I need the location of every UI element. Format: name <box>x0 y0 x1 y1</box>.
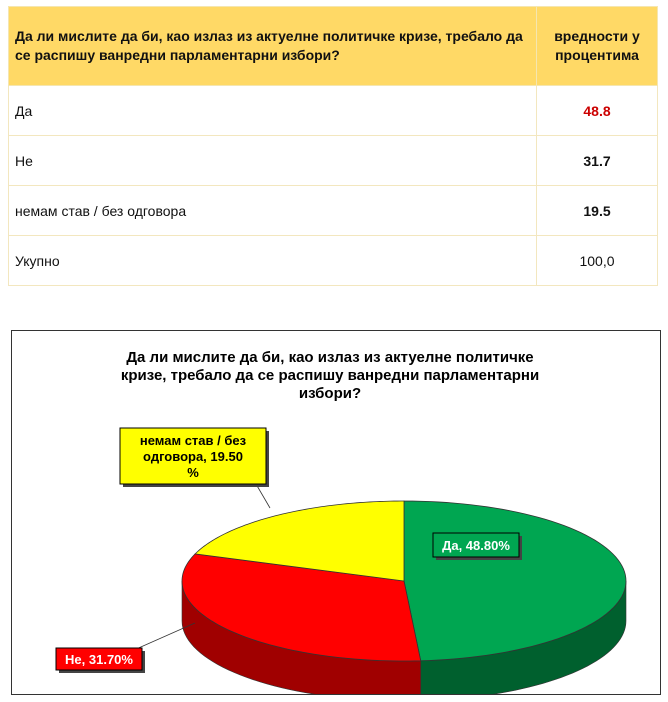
table-row <box>9 86 658 136</box>
table-row <box>9 136 658 186</box>
row-label: Не <box>9 136 537 186</box>
row-label: Укупно <box>9 236 537 286</box>
table-row <box>9 236 658 286</box>
pie-body <box>182 501 626 694</box>
data-label-text: Да, 48.80% <box>442 538 510 553</box>
data-label-leader <box>256 484 270 508</box>
question-header: Да ли мислите да би, као излаз из актуелне политичке кризе, требало да се распишу ванредни парламентарни избори? <box>9 7 537 86</box>
row-value: 48.8 <box>537 86 658 136</box>
value-header: вредности у процентима <box>537 7 658 86</box>
row-value: 100,0 <box>537 236 658 286</box>
chart-title <box>121 349 539 402</box>
table-header-row <box>9 7 658 86</box>
row-value: 31.7 <box>537 136 658 186</box>
row-label: Да <box>9 86 537 136</box>
data-label-leader <box>134 623 195 650</box>
data-label-text: одговора, 19.50 <box>143 449 243 464</box>
results-table <box>8 6 658 286</box>
row-value: 19.5 <box>537 186 658 236</box>
data-label-text: немам став / без <box>139 433 247 448</box>
chart-title-line: кризе, требало да се распишу ванредни парламентарни <box>120 367 540 384</box>
chart-title-line: Да ли мислите да би, као излаз из актуелне политичке <box>126 349 534 366</box>
table-row <box>9 186 658 236</box>
pie-chart <box>12 331 660 694</box>
chart-title-line: избори? <box>298 385 362 402</box>
data-label-text: % <box>187 465 199 480</box>
row-label: немам став / без одговора <box>9 186 537 236</box>
pie-chart-frame <box>11 330 661 695</box>
data-label-text: Не, 31.70% <box>65 652 133 667</box>
